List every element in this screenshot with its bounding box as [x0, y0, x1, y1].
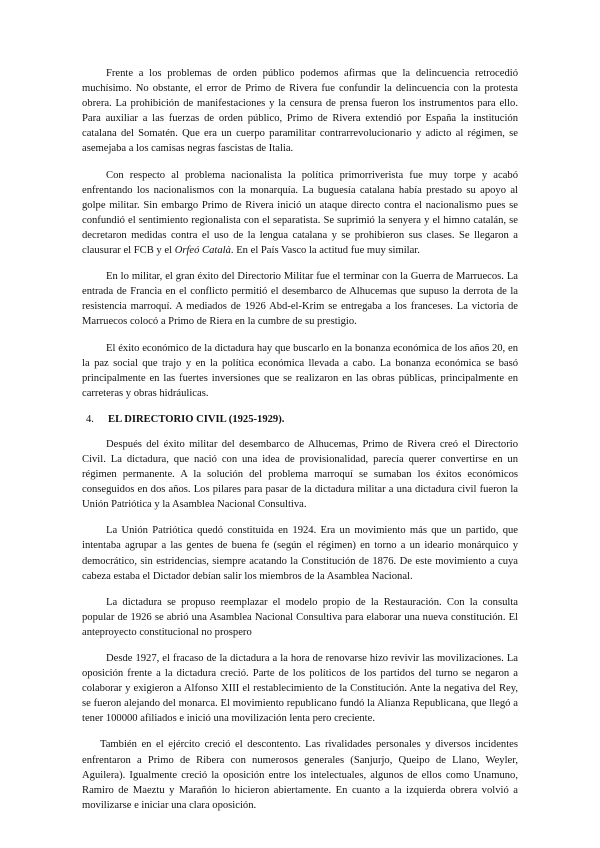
paragraph-restoration: La dictadura se propuso reemplazar el modelo propio de la Restauración. Con la consulta popular de 1926 se abrió una Asamblea Nacional Consultiva para elaborar una nueva constitución. El anteproyecto constitucional no prospero — [82, 596, 518, 638]
section-number: 4. — [86, 413, 94, 425]
paragraph-public-order: Frente a los problemas de orden público podemos afirmas que la delincuencia retrocedió muchísimo. No obstante, el error de Primo de Rivera fue confundir la delincuencia con la protesta obrera. La prohibición de manifestaciones y la censura de prensa fueron los instrumentos para ello. Para auxiliar a las fuerzas de orden público, Primo de Rivera extendió por España la institución catalana del Somatén. Que era un cuerpo paramilitar contrarrevolucionario y adicto al régimen, se asemejaba a los camisas negras fascistas de Italia. — [82, 68, 518, 155]
section-title: EL DIRECTORIO CIVIL (1925-1929). — [108, 413, 285, 425]
paragraph-military: En lo militar, el gran éxito del Directorio Militar fue el terminar con la Guerra de Marruecos. La entrada de Francia en el conflicto permitió el desembarco de Alhucemas que supuso la derrota de la resistencia marroquí. A mediados de 1926 Abd-el-Krim se entregaba a los franceses. La victoria de Marruecos colocó a Primo de Riera en la cumbre de su prestigio. — [82, 271, 518, 328]
paragraph-nationalism — [82, 168, 518, 259]
paragraph-civil-directory: Después del éxito militar del desembarco de Alhucemas, Primo de Rivera creó el Directorio Civil. La dictadura, que nació con una idea de provisionalidad, parecía querer convertirse en un régimen permanente. A la solución del problema marroquí se sumaban los éxitos económicos conseguidos en dos años. Los pilares para pasar de la dictadura militar a una dictadura civil fueron la Unión Patriótica y la Asamblea Nacional Consultiva. — [82, 438, 518, 511]
section-heading — [82, 412, 518, 427]
paragraph-opposition: Desde 1927, el fracaso de la dictadura a la hora de renovarse hizo revivir las movilizaciones. La oposición frente a la dictadura creció. Parte de los políticos de los partidos del turno se negaron a colaborar y exigieron a Alfonso XIII el restablecimiento de la Constitución. Ante la negativa del Rey, se fueron alejando del monarca. El movimiento republicano fundó la Alianza Republicana, que llegó a tener 100000 afiliados e inició una movilización lenta pero creciente. — [82, 653, 518, 725]
paragraph-army-discontent: También en el ejército creció el descontento. Las rivalidades personales y diversos incidentes enfrentaron a Primo de Ribera con numerosos generales (Sanjurjo, Queipo de Llano, Weyler, Aguilera). Igualmente creció la oposición entre los intelectuales, algunos de ellos como Unamuno, Ramiro de Maeztu y Marañón lo hicieron abiertamente. En cuanto a la izquierda obrera volvió a movilizarse e iniciar una clara oposición. — [82, 739, 518, 811]
paragraph-union-patriotica: La Unión Patriótica quedó constituida en 1924. Era un movimiento más que un partido, que intentaba agrupar a las gentes de buena fe (según el régimen) en torno a un ideario monárquico y democrático, sin estridencias, siempre acatando la Constitución de 1876. De este movimiento a cuya cabeza estaba el Dictador debían salir los miembros de la Asamblea Nacional. — [82, 525, 518, 582]
paragraph-nationalism-text: Con respecto al problema nacionalista la política primorriverista fue muy torpe y acabó enfrentando los nacionalismos con la monarquía. La buguesía catalana había prestado su apoyo al golpe militar. Sin embargo Primo de Rivera inició un ataque directo contra el nacionalismo pues se confundió el sentimiento regionalista con el separatista. Se suprimió la senyera y el himno catalán, se decretaron medidas contra el uso de la lengua catalana y se prohibieron sus clases. Se llegaron a clausurar el FCB y el — [82, 169, 518, 257]
paragraph-economy: El éxito económico de la dictadura hay que buscarlo en la bonanza económica de los años 20, en la paz social que trajo y en la política económica llevada a cabo. La bonanza económica se basó principalmente en las fuertes inversiones que se realizaron en las obras públicas, principalmente en carreteras y obras hidráulicas. — [82, 342, 518, 399]
paragraph-nationalism-tail: . En el País Vasco la actitud fue muy similar. — [230, 245, 420, 257]
orfeo-catala-italic: Orfeó Català — [174, 245, 231, 257]
